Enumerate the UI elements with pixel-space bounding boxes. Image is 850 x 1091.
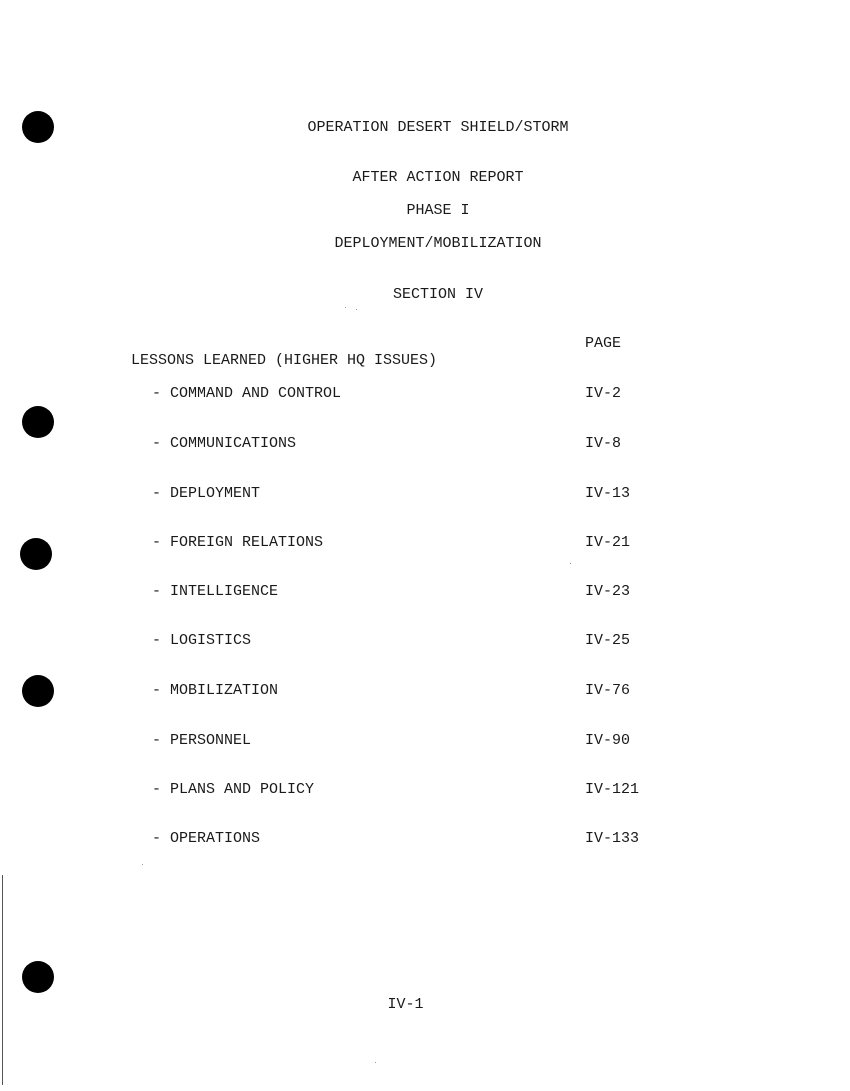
report-title: OPERATION DESERT SHIELD/STORM bbox=[307, 119, 569, 136]
scan-speck bbox=[356, 309, 357, 310]
scan-speck bbox=[375, 1062, 376, 1063]
toc-entry-label: - OPERATIONS bbox=[152, 830, 261, 847]
toc-entry bbox=[0, 682, 850, 704]
scan-speck bbox=[142, 864, 143, 865]
toc-entry-label: - MOBILIZATION bbox=[152, 682, 279, 699]
toc-entry bbox=[0, 830, 850, 852]
toc-entry-label: - PLANS AND POLICY bbox=[152, 781, 315, 798]
toc-entry bbox=[0, 632, 850, 654]
toc-entry-page: IV-76 bbox=[585, 682, 631, 699]
toc-entry bbox=[0, 485, 850, 507]
toc-entry-page: IV-121 bbox=[585, 781, 640, 798]
toc-entry bbox=[0, 385, 850, 407]
toc-entry-page: IV-23 bbox=[585, 583, 631, 600]
page-column-label: PAGE bbox=[585, 335, 622, 352]
toc-entry-label: - PERSONNEL bbox=[152, 732, 252, 749]
toc-entry bbox=[0, 732, 850, 754]
toc-entry-page: IV-25 bbox=[585, 632, 631, 649]
toc-entry bbox=[0, 583, 850, 605]
toc-entry-label: - DEPLOYMENT bbox=[152, 485, 261, 502]
toc-entry-page: IV-13 bbox=[585, 485, 631, 502]
toc-entry-label: - INTELLIGENCE bbox=[152, 583, 279, 600]
scan-speck bbox=[345, 307, 346, 308]
section-title: SECTION IV bbox=[392, 286, 483, 303]
footer-page-number: IV-1 bbox=[387, 996, 424, 1013]
toc-heading: LESSONS LEARNED (HIGHER HQ ISSUES) bbox=[131, 352, 438, 369]
scan-edge-line bbox=[2, 875, 3, 1085]
toc-entry-label: - COMMUNICATIONS bbox=[152, 435, 297, 452]
toc-entry-label: - FOREIGN RELATIONS bbox=[152, 534, 324, 551]
scan-speck bbox=[570, 563, 571, 564]
toc-entry-label: - COMMAND AND CONTROL bbox=[152, 385, 342, 402]
punch-hole bbox=[22, 406, 54, 438]
toc-entry-page: IV-2 bbox=[585, 385, 622, 402]
toc-entry-page: IV-133 bbox=[585, 830, 640, 847]
toc-entry-page: IV-8 bbox=[585, 435, 622, 452]
toc-entry bbox=[0, 534, 850, 556]
toc-entry bbox=[0, 781, 850, 803]
toc-entry-label: - LOGISTICS bbox=[152, 632, 252, 649]
report-phase: PHASE I bbox=[406, 202, 470, 219]
report-topic: DEPLOYMENT/MOBILIZATION bbox=[334, 235, 542, 252]
toc-entry-page: IV-21 bbox=[585, 534, 631, 551]
toc-entry-page: IV-90 bbox=[585, 732, 631, 749]
report-subtitle: AFTER ACTION REPORT bbox=[352, 169, 524, 186]
toc-entry bbox=[0, 435, 850, 457]
punch-hole bbox=[22, 961, 54, 993]
